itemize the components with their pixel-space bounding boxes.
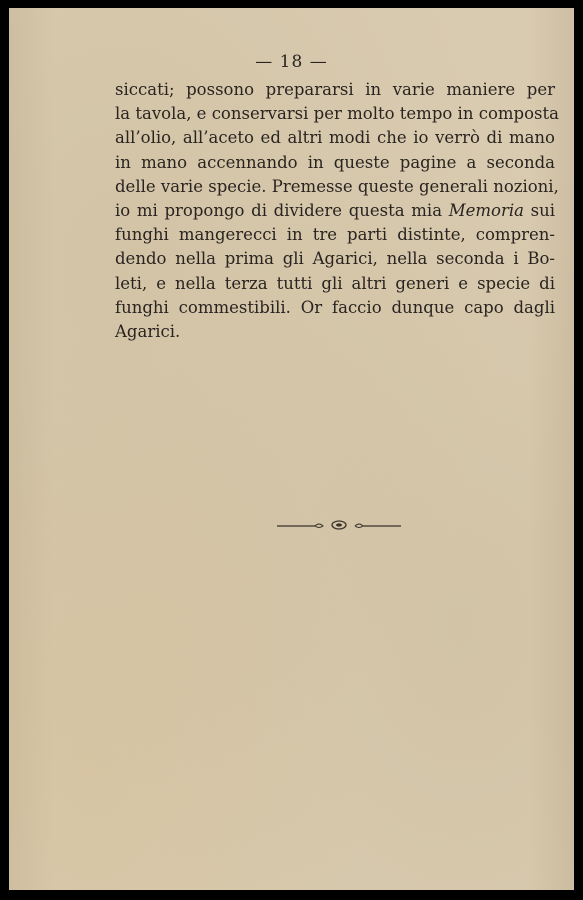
text-line-6-start: io mi propongo di dividere questa mia xyxy=(115,201,449,221)
text-line-3: all’olio, all’aceto ed altri modi che io verrò di mano xyxy=(115,128,555,148)
text-line-9: leti, e nella terza tutti gli altri generi e specie di xyxy=(115,273,555,293)
text-line-2: la tavola, e conservarsi per molto tempo in composta xyxy=(115,104,559,124)
section-end-ornament xyxy=(277,518,401,532)
text-line-10: funghi commestibili. Or faccio dunque capo dagli xyxy=(115,297,555,317)
text-line-5: delle varie specie. Premesse queste generali nozioni, xyxy=(115,176,559,196)
text-line-8: dendo nella prima gli Agarici, nella seconda i Bo- xyxy=(115,249,555,269)
body-text xyxy=(115,78,559,344)
text-line-11: Agarici. xyxy=(115,322,181,342)
book-page xyxy=(9,8,574,890)
text-line-6-end: sui xyxy=(523,201,555,221)
italic-memoria: Memoria xyxy=(448,201,524,221)
page-number: — 18 — xyxy=(255,52,328,72)
text-line-6 xyxy=(115,199,555,223)
text-line-4: in mano accennando in queste pagine a seconda xyxy=(115,152,555,172)
text-line-7: funghi mangerecci in tre parti distinte, compren- xyxy=(115,225,555,245)
text-line-1: siccati; possono prepararsi in varie maniere per xyxy=(115,80,555,99)
